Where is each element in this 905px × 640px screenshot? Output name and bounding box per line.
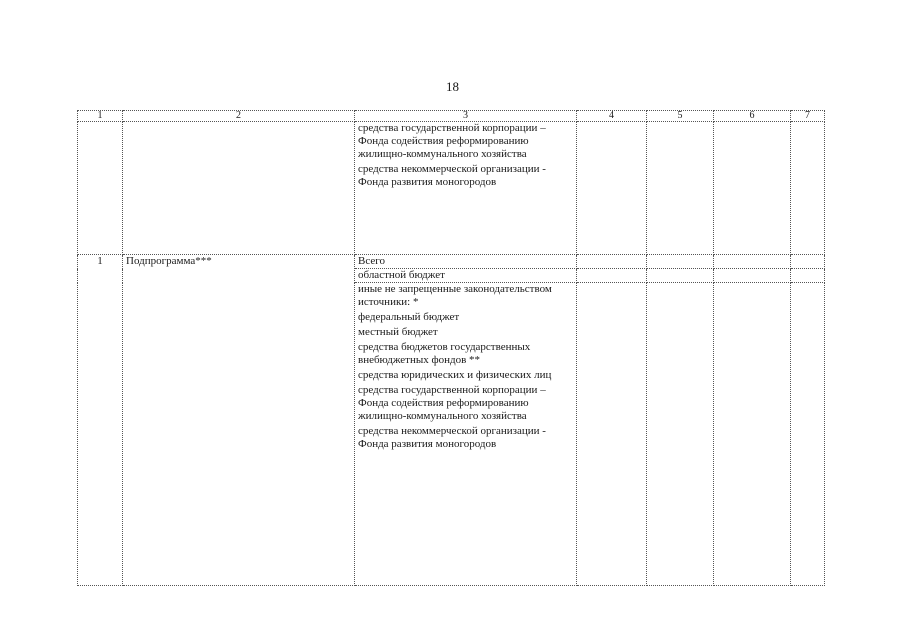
source-list-cell — [355, 122, 577, 255]
empty-cell — [647, 122, 714, 255]
column-header: 6 — [714, 111, 791, 122]
column-header: 5 — [647, 111, 714, 122]
empty-cell — [577, 255, 647, 269]
subprogram-name: Подпрограмма*** — [123, 255, 355, 586]
empty-cell — [647, 269, 714, 283]
funding-source: средства юридических и физических лиц — [358, 369, 552, 381]
row-number: 1 — [78, 255, 123, 586]
empty-cell — [714, 255, 791, 269]
column-header: 2 — [123, 111, 355, 122]
column-number-row — [78, 111, 825, 122]
funding-source: средства государственной корпорации – Фонда содействия реформированию жилищно-коммунального хозяйства — [358, 122, 546, 160]
column-header: 7 — [791, 111, 825, 122]
empty-cell — [791, 283, 825, 586]
empty-cell — [78, 122, 123, 255]
page-number: 18 — [446, 79, 459, 94]
empty-cell — [647, 255, 714, 269]
source-list-cell — [355, 283, 577, 586]
empty-cell — [714, 122, 791, 255]
funding-source: средства некоммерческой организации - Фонда развития моногородов — [358, 425, 546, 450]
empty-cell — [791, 255, 825, 269]
empty-cell — [714, 269, 791, 283]
empty-cell — [577, 269, 647, 283]
empty-cell — [577, 283, 647, 586]
column-header: 4 — [577, 111, 647, 122]
funding-source: средства бюджетов государственных внебюджетных фондов ** — [358, 341, 531, 366]
empty-cell — [791, 269, 825, 283]
regional-budget-label: областной бюджет — [355, 269, 577, 283]
column-header: 1 — [78, 111, 123, 122]
empty-cell — [577, 122, 647, 255]
table-row — [78, 255, 825, 269]
empty-cell — [714, 283, 791, 586]
table-row — [78, 122, 825, 255]
budget-table — [77, 110, 825, 586]
column-header: 3 — [355, 111, 577, 122]
total-label: Всего — [355, 255, 577, 269]
funding-source: иные не запрещенные законодательством источники: * — [358, 283, 552, 308]
empty-cell — [123, 122, 355, 255]
funding-source: средства государственной корпорации – Фонда содействия реформированию жилищно-коммунального хозяйства — [358, 384, 546, 422]
empty-cell — [647, 283, 714, 586]
empty-cell — [791, 122, 825, 255]
funding-source: местный бюджет — [358, 326, 438, 338]
funding-source: средства некоммерческой организации - Фонда развития моногородов — [358, 163, 546, 188]
funding-source: федеральный бюджет — [358, 311, 460, 323]
